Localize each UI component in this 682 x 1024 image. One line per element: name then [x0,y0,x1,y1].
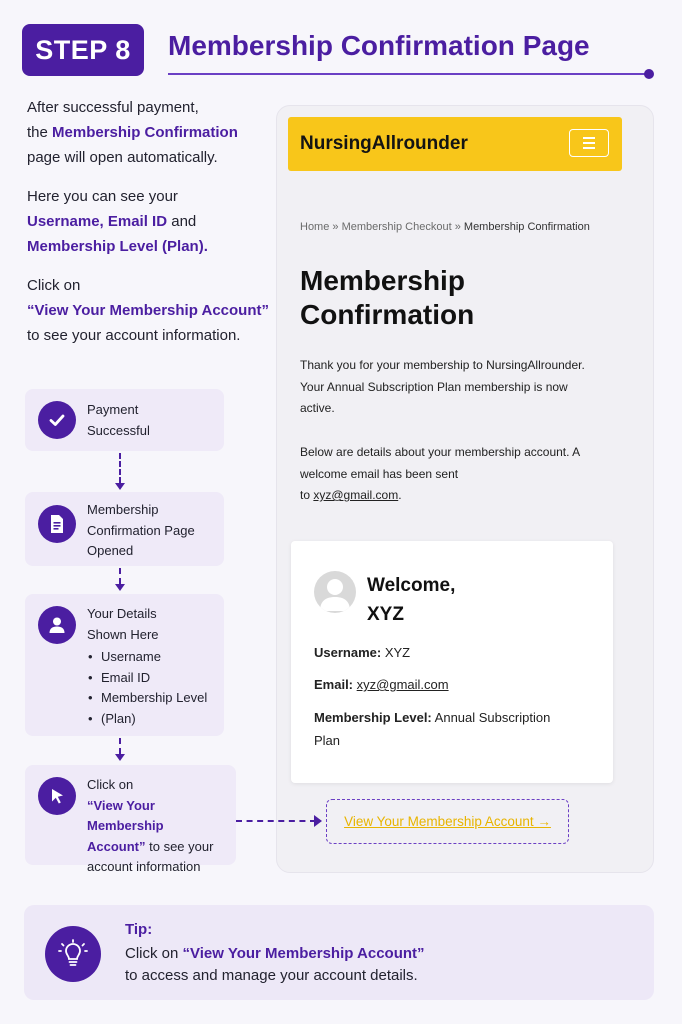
tip-title: Tip: [125,921,153,938]
arrow-down-icon [115,754,125,761]
arrow-down-icon [115,584,125,591]
thank-you-text: Thank you for your membership to NursingAllrounder. Your Annual Subscription Plan membership is now active. [300,358,585,415]
view-membership-account-label: View Your Membership Account → [344,814,551,829]
heading-underline-dot [644,69,654,79]
flow-step-details-shown [25,594,224,736]
lightbulb-icon [45,926,101,982]
email-row: Email: xyz@gmail.com [314,677,449,692]
flow-step-click-view-account [25,765,236,874]
flow-connector [119,453,121,483]
list-item-continuation: • (Plan) [87,709,207,730]
flow-connector [119,568,121,584]
confirmation-title: Membership Confirmation [300,265,475,330]
username-row: Username: XYZ [314,645,411,660]
list-item: • Email ID [87,668,207,689]
user-icon [38,606,76,644]
flow-step-confirmation-opened [25,492,224,566]
hamburger-icon[interactable] [569,129,609,157]
arrow-right-icon [314,815,322,827]
membership-level-row: Membership Level: Annual Subscription Plan [314,710,551,748]
flow-connector [119,738,121,754]
flow-step-label: Click on “View Your Membership Account” to see your account information [87,777,214,874]
flow-step-label: Payment Successful [87,402,150,438]
breadcrumb: Home » Membership Checkout » Membership Confirmation [300,221,590,233]
breadcrumb-home[interactable]: Home [300,221,330,233]
site-name[interactable]: NursingAllrounder [300,133,468,154]
step-badge: STEP 8 [22,24,144,76]
arrow-down-icon [115,483,125,490]
cursor-icon [38,777,76,815]
intro-paragraph-2: Here you can see your Username, Email ID and Membership Level (Plan). [27,188,208,255]
view-membership-account-button[interactable] [326,799,569,844]
intro-paragraph-3: Click on “View Your Membership Account” to see your account information. [27,277,269,344]
avatar [314,571,356,613]
welcome-heading: Welcome, XYZ [367,575,456,625]
account-details-text: Below are details about your membership account. A welcome email has been sent to xyz@gmail.com. [300,445,581,502]
flow-step-payment-successful [25,389,224,451]
breadcrumb-checkout[interactable]: Membership Checkout [341,221,452,233]
list-item: • Membership Level [87,688,207,709]
check-circle-icon [38,401,76,439]
page-heading: Membership Confirmation Page [168,30,590,61]
email-link[interactable]: xyz@gmail.com [313,488,399,502]
flow-step-label: Membership Confirmation Page Opened [87,502,195,558]
details-list [87,647,207,729]
document-icon [38,505,76,543]
flow-connector-horizontal [236,820,316,822]
card-email-link[interactable]: xyz@gmail.com [356,677,449,692]
flow-step-label: Your Details Shown Here • Username • Email ID • Membership Level • (Plan) [87,604,207,729]
intro-paragraph-1: After successful payment, the Membership Confirmation page will open automatically. [27,99,238,166]
heading-underline [168,73,646,75]
breadcrumb-current: Membership Confirmation [463,221,590,233]
tip-text: Click on “View Your Membership Account” to access and manage your account details. [125,945,425,984]
list-item: • Username [87,647,207,668]
